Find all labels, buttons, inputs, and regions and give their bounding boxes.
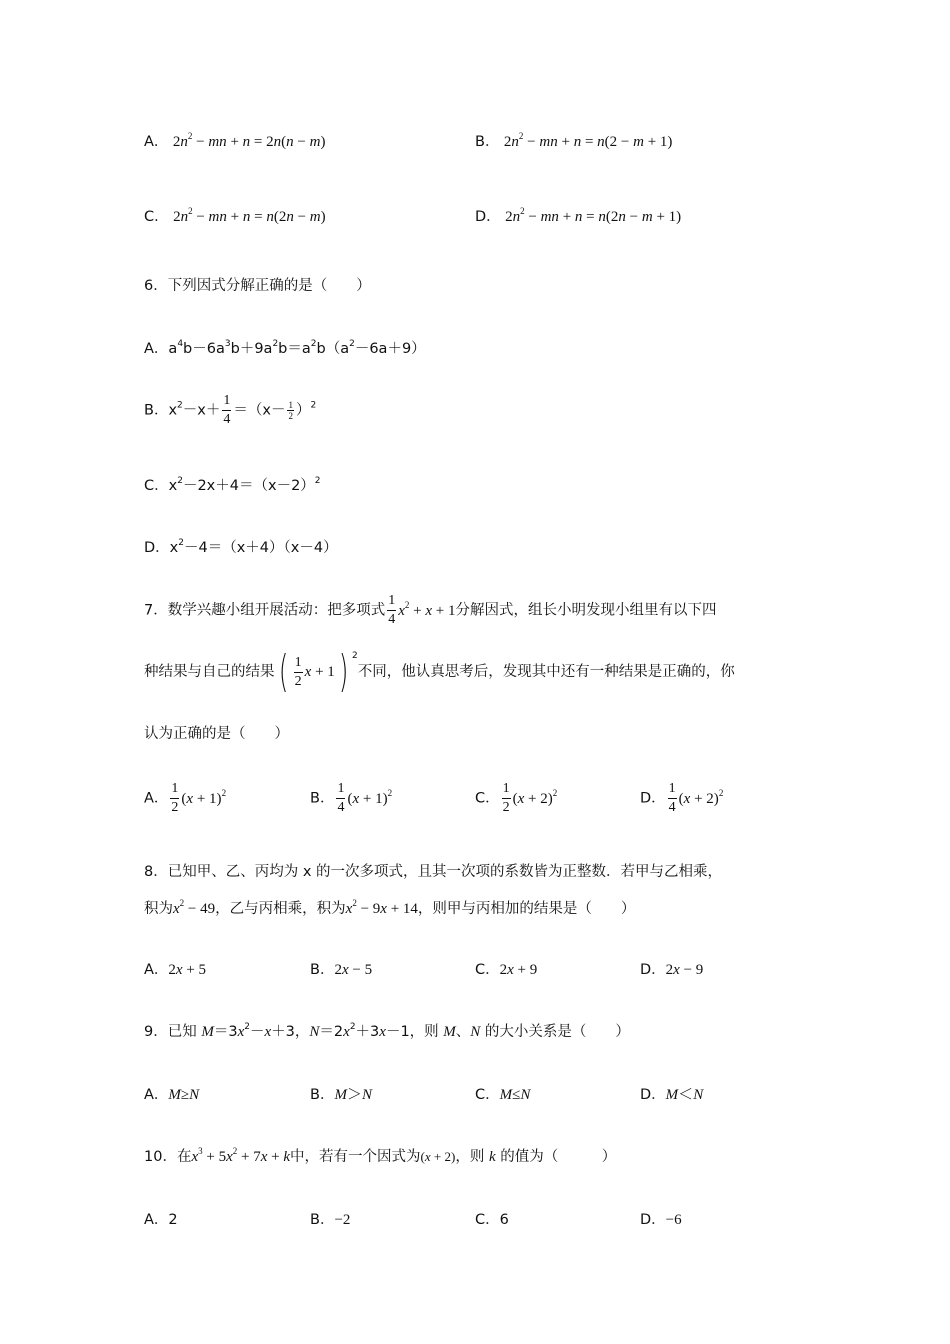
q8-option-c: C．2x + 9 (475, 962, 538, 978)
q9-stem: 9．已知 $M=3x^2-x+3$，$N=2x^2+3x-1$，则 M、N 的大小关系是（ ） (144, 1022, 630, 1040)
q7-line-1: 7．数学兴趣小组开展活动：把多项式 $\frac{1}{4}$ $x^2 + x + 1$分解因式，组长小明发现小组里有以下四 (144, 593, 717, 627)
q7-line-2: 种结果与自己的结果( $\frac{1}{2}$ x + 1) $^2$不同，他认真思考后，发现其中还有一种结果是正确的，你 (144, 646, 735, 697)
q10-option-d: D．−6 (640, 1212, 682, 1228)
q6-option-b: B．$x^2-x+$ $\frac{1}{4}$ ＝（x－ $\frac{1}{2}$ ）$^2$ (144, 393, 317, 427)
q7-option-b: B． $\frac{1}{4}$ $(x + 1)^2$ (310, 781, 393, 815)
q7-option-c: C． $\frac{1}{2}$ $(x + 2)^2$ (475, 781, 558, 815)
q5-option-a: A． $2n^2$ − mn + n = 2n(n − m) (144, 131, 326, 150)
q10-option-c: C．6 (475, 1212, 509, 1228)
q9-option-c: C．M≤N (475, 1087, 531, 1103)
q10-option-a: A．2 (144, 1212, 178, 1228)
q8-line-2: 积为$x^2 - 49$，乙与丙相乘，积为$x^2 - 9x + 14$，则甲与丙相加的结果是（ ） (144, 898, 636, 917)
q8-option-a: A．2x + 5 (144, 962, 207, 978)
q8-option-b: B．2x − 5 (310, 962, 373, 978)
q10-option-b: B．−2 (310, 1212, 351, 1228)
q8-line-1: 8．已知甲、乙、丙均为 x 的一次多项式，且其一次项的系数皆为正整数．若甲与乙相乘， (144, 864, 723, 880)
q9-option-a: A．M≥N (144, 1087, 200, 1103)
q6-stem: 6．下列因式分解正确的是（ ） (144, 278, 371, 294)
q6-option-a: A．$a^4b-6a^3b+9a^2b=a^2b(a^2-6a+9)$ (144, 339, 426, 357)
q10-stem: 10．在$x^3 + 5x^2 + 7x + k$中，若有一个因式为(x + 2)，则 k 的值为（ ） (144, 1146, 617, 1165)
q7-option-a: A． $\frac{1}{2}$ $(x + 1)^2$ (144, 781, 227, 815)
q6-option-c: C．$x^2-2x+4=(x-2)^2$ (144, 476, 321, 494)
q9-option-b: B．M＞N (310, 1087, 372, 1103)
q9-option-d: D．M＜N (640, 1087, 704, 1103)
q6-option-d: D．$x^2-4=(x+4)(x-4)$ (144, 538, 338, 556)
q5-option-d: D． $2n^2$ − mn + n = n(2n − m + 1) (475, 206, 682, 225)
q5-option-b: B． $2n^2$ − mn + n = n(2 − m + 1) (475, 131, 673, 150)
q5-option-c: C． $2n^2$ − mn + n = n(2n − m) (144, 206, 326, 225)
q8-option-d: D．2x − 9 (640, 962, 704, 978)
q7-line-3: 认为正确的是（ ） (144, 726, 289, 742)
q7-option-d: D． $\frac{1}{4}$ $(x + 2)^2$ (640, 781, 724, 815)
